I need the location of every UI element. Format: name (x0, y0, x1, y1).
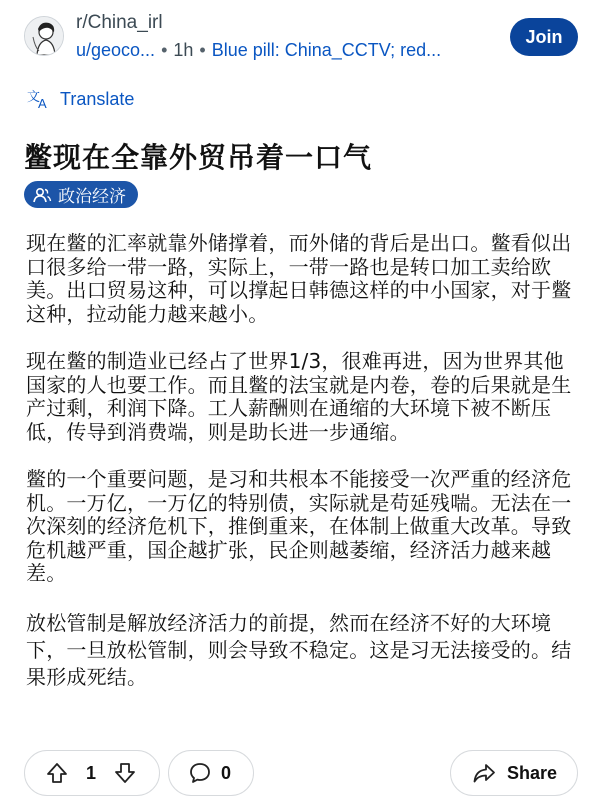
post-paragraph-4: 放松管制是解放经济活力的前提，然而在经济不好的大环境下，一旦放松管制，则会导致不稳定。这是习无法接受的。结果形成死结。 (26, 610, 572, 689)
post-title: 鳖现在全靠外贸吊着一口气 (24, 141, 373, 174)
people-icon (32, 186, 52, 204)
translate-label: Translate (60, 88, 135, 109)
upvote-arrow-icon[interactable] (37, 751, 77, 795)
post-age: 1h (173, 40, 194, 60)
share-button[interactable] (450, 750, 578, 796)
subreddit-avatar[interactable] (24, 16, 64, 56)
svg-text:文: 文 (27, 90, 41, 105)
comment-count: 0 (221, 762, 232, 783)
post-flair-tag[interactable] (24, 181, 138, 208)
post-paragraph-3: 鳖的一个重要问题，是习和共根本不能接受一次严重的经济危机。一万亿，一万亿的特别债，实际就是苟延残喘。无法在一次深刻的经济危机下，推倒重来，在体制上做重大改革。导致危机越严重，国企越扩张，民企则越萎缩，经济活力越来越差。 (26, 467, 572, 585)
share-label: Share (506, 762, 558, 783)
post-header (0, 0, 602, 80)
vote-control (24, 750, 160, 796)
comments-button[interactable] (168, 750, 254, 796)
post-flair-label: 政治经济 (58, 187, 126, 207)
join-button[interactable]: Join (510, 18, 578, 56)
subreddit-name[interactable]: r/China_irl (76, 12, 163, 33)
user-flair[interactable]: Blue pill: China_CCTV; red... (211, 40, 442, 60)
post-action-bar (0, 742, 602, 800)
translate-icon (26, 87, 52, 111)
translate-link[interactable] (26, 86, 134, 112)
share-arrow-icon (471, 760, 497, 786)
post-body (26, 232, 578, 715)
post-paragraph-2: 现在鳖的制造业已经占了世界1/3，很难再进，因为世界其他国家的人也要工作。而且鳖的法宝就是内卷，卷的后果就是生产过剩，利润下降。工人薪酬则在通缩的大环境下被不断压低，传导到消费端，则是助长进一步通缩。 (26, 349, 572, 444)
author-username[interactable]: u/geoco... (76, 40, 156, 60)
post-meta (76, 40, 496, 61)
svg-text:A: A (38, 96, 47, 111)
post-paragraph-1: 现在鳖的汇率就靠外储撑着，而外储的背后是出口。鳖看似出口很多给一带一路，实际上，一带一路也是转口加工卖给欧美。出口贸易这种，可以撑起日韩德这样的中小国家，对于鳖这种，拉动能力越来越小。 (26, 231, 572, 326)
meta-separator: • (161, 40, 168, 60)
comment-bubble-icon (187, 760, 213, 786)
downvote-arrow-icon[interactable] (105, 751, 145, 795)
meta-separator-2: • (199, 40, 206, 60)
vote-count: 1 (85, 762, 96, 783)
